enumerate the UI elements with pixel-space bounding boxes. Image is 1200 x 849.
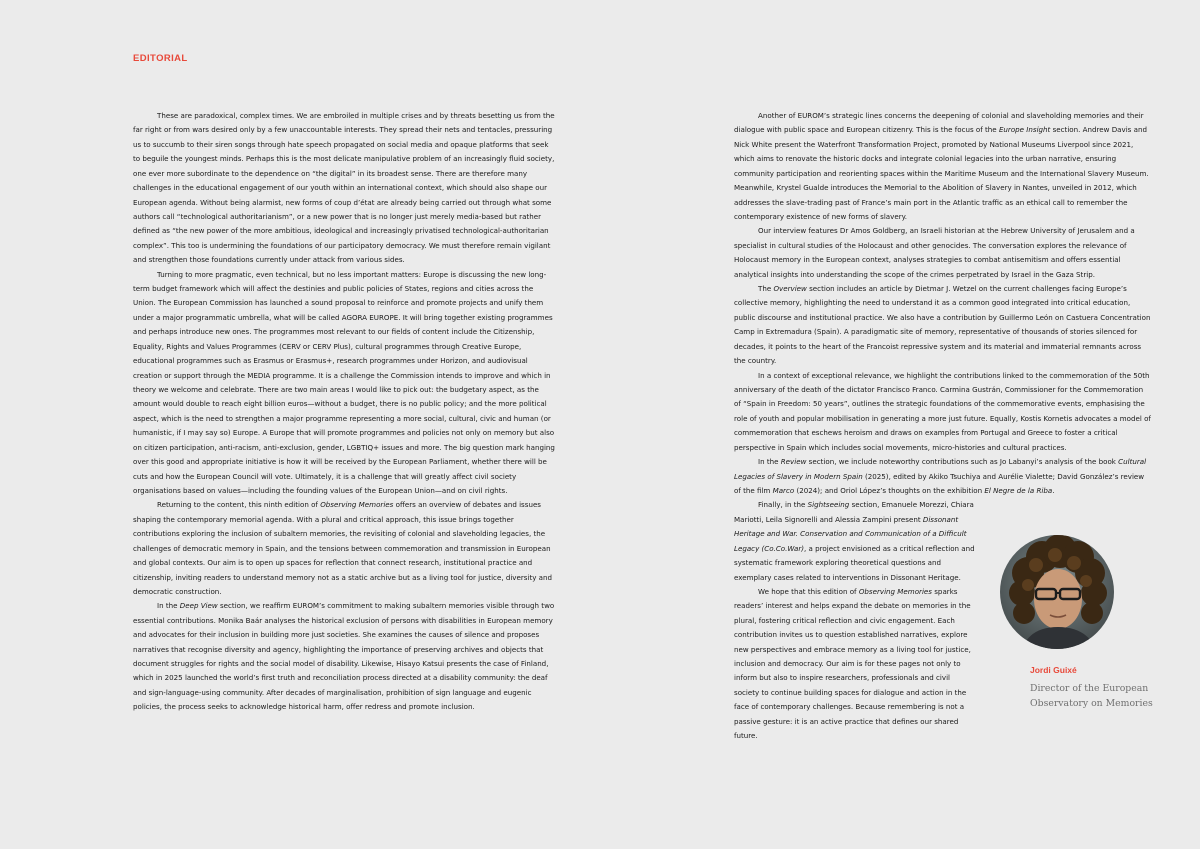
- section-label: EDITORIAL: [133, 53, 188, 64]
- paragraph: These are paradoxical, complex times. We are embroiled in multiple crises and by threats besetting us from the far right or from wars desired only by a few unaccountable interests. They spread their nets and tentacles, pressuring us to succumb to their siren songs through hate speech propagated on social media and opaque platforms that seek to beguile the youngest minds. Perhaps this is the most delicate manipulative problem of an increasingly fluid society, one ever more subordinate to the dependence on “the digital” in its broadest sense. There are therefore many challenges in the educational engagement of our youth within an international context, which should also shape our European agenda. Without being alarmist, new forms of coup d’état are already being carried out through what some authors call “technological authoritarianism”, or a new power that is no longer just merely media-based but rather defined as “the new power of the more ambitious, ideological and increasingly privatised technological-authoritarian complex”. This too is undermining the foundations of our participatory democracy. We must therefore remain vigilant and strengthen those foundations currently under attack from various sides.: [133, 111, 555, 265]
- paragraph: We hope that this edition of Observing Memories sparks readers’ interest and helps expand the debate on memories in the plural, fostering critical reflection and civic engagement. Each contribution invites us to question established narratives, explore new perspectives and embrace memory as a living tool for justice, inclusion and democracy. Our aim is for these pages not only to inform but also to inspire researchers, professionals and civil society to continue building spaces for dialogue and action in the face of contemporary challenges. Because remembering is not a passive gesture: it is an active practice that defines our shared future.: [734, 586, 971, 741]
- wrapped-closing-text: [734, 498, 976, 743]
- paragraph: Another of EUROM’s strategic lines concerns the deepening of colonial and slaveholding memories and their dialogue with public space and European citizenry. This is the focus of the Europe Insight section. Andrew Davis and Nick White present the Waterfront Transformation Project, promoted by National Museums Liverpool since 2021, which aims to renovate the historic docks and integrate colonial legacies into the urban narrative, ensuring community participation and reorienting spaces within the Maritime Museum and the International Slavery Museum. Meanwhile, Krystel Gualde introduces the Memorial to the Abolition of Slavery in Nantes, unveiled in 2012, which addresses the slave-trading past of France’s main port in the Atlantic traffic as an ethical call to remember the contemporary existence of new forms of slavery.: [734, 111, 1149, 221]
- paragraph: In the Deep View section, we reaffirm EUROM’s commitment to making subaltern memories visible through two essential contributions. Monika Baár analyses the historical exclusion of persons with disabilities in European memory and advocates for their inclusion in building more just societies. She examines the causes of silence and proposes narratives that recognise diversity and agency, highlighting the importance of preserving archives and objects that document struggles for rights and the social model of disability. Likewise, Hisayo Katsui presents the case of Finland, which in 2025 launched the world’s first truth and reconciliation process directed at a disability community: the deaf and sign-language-using community. After decades of marginalisation, prohibition of sign language and eugenic policies, the process seeks to acknowledge historical harm, offer redress and promote inclusion.: [133, 601, 555, 712]
- paragraph: Returning to the content, this ninth edition of Observing Memories offers an overview of debates and issues shaping the contemporary memorial agenda. With a plural and critical approach, this issue brings together contributions exploring the inclusion of subaltern memories, the revisiting of colonial and slaveholding legacies, the challenges of democratic memory in Spain, and the tensions between commemoration and transmission in European and global contexts. Our aim is to open up spaces for reflection that connect research, institutional practice and citizenship, inviting readers to understand memory not as a static archive but as a living tool for justice, diversity and democratic construction.: [133, 500, 553, 596]
- paragraph: The Overview section includes an article by Dietmar J. Wetzel on the current challenges facing Europe’s collective memory, highlighting the need to understand it as a common good integrated into critical education, public discourse and institutional practice. We also have a contribution by Guillermo León on Castuera Concentration Camp in Extremadura (Spain). A paradigmatic site of memory, representative of thousands of stories silenced for decades, it points to the heart of the Francoist repressive system and its material and immaterial remnants across the country.: [734, 284, 1151, 366]
- paragraph: Turning to more pragmatic, even technical, but no less important matters: Europe is discussing the new long-term budget framework which will affect the destinies and public policies of States, regions and cities across the Union. The European Commission has launched a sound proposal to reinforce and promote projects and unify them under a major programmatic umbrella, what will be called AGORA EUROPE. It will bring together existing programmes and perhaps introduce new ones. The programmes most relevant to our fields of content include the Citizenship, Equality, Rights and Values Programmes (CERV or CERV Plus), cultural programmes through Creative Europe, educational programmes such as Erasmus or Erasmus+, research programmes under Horizon, and audiovisual creation or support through the MEDIA programme. It is a challenge the Commission intends to improve and which in theory we welcome and celebrate. There are two main areas I would like to pick out: the budgetary aspect, as the amount would double to reach eight billion euros—without a budget, there is no public policy; and the more political aspect, which is the need to strengthen a major programme representing a more social, cultural, civic and human (or humanistic, if I may say so) Europe. A Europe that will promote programmes and policies not only on memory but also on citizen participation, anti-racism, anti-exclusion, gender, LGBTIQ+ issues and more. The big question mark hanging over this good and appropriate initiative is how it will be received by the European Parliament, whether there will be cuts and how the European Council will vote. Ultimately, it is a challenge that will greatly affect civil society organisations based on values—including the founding values of the European Union—and on civil rights.: [133, 269, 555, 495]
- left-text-column: [133, 109, 557, 715]
- paragraph: Finally, in the Sightseeing section, Emanuele Morezzi, Chiara Mariotti, Leila Signorelli and Alessia Zampini present Dissonant Heritage and War. Conservation and Communication of a Difficult Legacy (Co.Co.War), a project envisioned as a critical reflection and systematic framework exploring theoretical questions and exemplary cases related to interventions in Dissonant Heritage.: [734, 500, 975, 582]
- author-portrait: [1000, 535, 1114, 649]
- paragraph: Our interview features Dr Amos Goldberg, an Israeli historian at the Hebrew University of Jerusalem and a specialist in cultural studies of the Holocaust and other genocides. The conversation explores the relevance of Holocaust memory in the European context, analyses strategies to combat antisemitism and offers essential analytical insights into understanding the scope of the crimes perpetrated by Israel in the Gaza Strip.: [734, 226, 1135, 279]
- right-text-column: [734, 109, 1152, 744]
- paragraph: In a context of exceptional relevance, we highlight the contributions linked to the commemoration of the 50th anniversary of the death of the dictator Francisco Franco. Carmina Gustrán, Commissioner for the Commemoration of “Spain in Freedom: 50 years”, outlines the strategic foundations of the commemorative events, emphasising the role of youth and popular mobilisation in generating a more just future. Equally, Kostis Kornetis advocates a model of commemoration that eschews heroism and draws on examples from Portugal and Greece to foster a critical perspective in Spain which includes social movements, micro-histories and cultural practices.: [734, 370, 1151, 452]
- author-name: Jordi Guixé: [1030, 665, 1077, 675]
- paragraph: In the Review section, we include noteworthy contributions such as Jo Labanyi’s analysis of the book Cultural Legacies of Slavery in Modern Spain (2025), edited by Akiko Tsuchiya and Aurélie Vialette; David González’s review of the film Marco (2024); and Oriol López’s thoughts on the exhibition El Negre de la Riba.: [734, 457, 1147, 495]
- author-role: Director of the European Observatory on Memories: [1030, 683, 1153, 709]
